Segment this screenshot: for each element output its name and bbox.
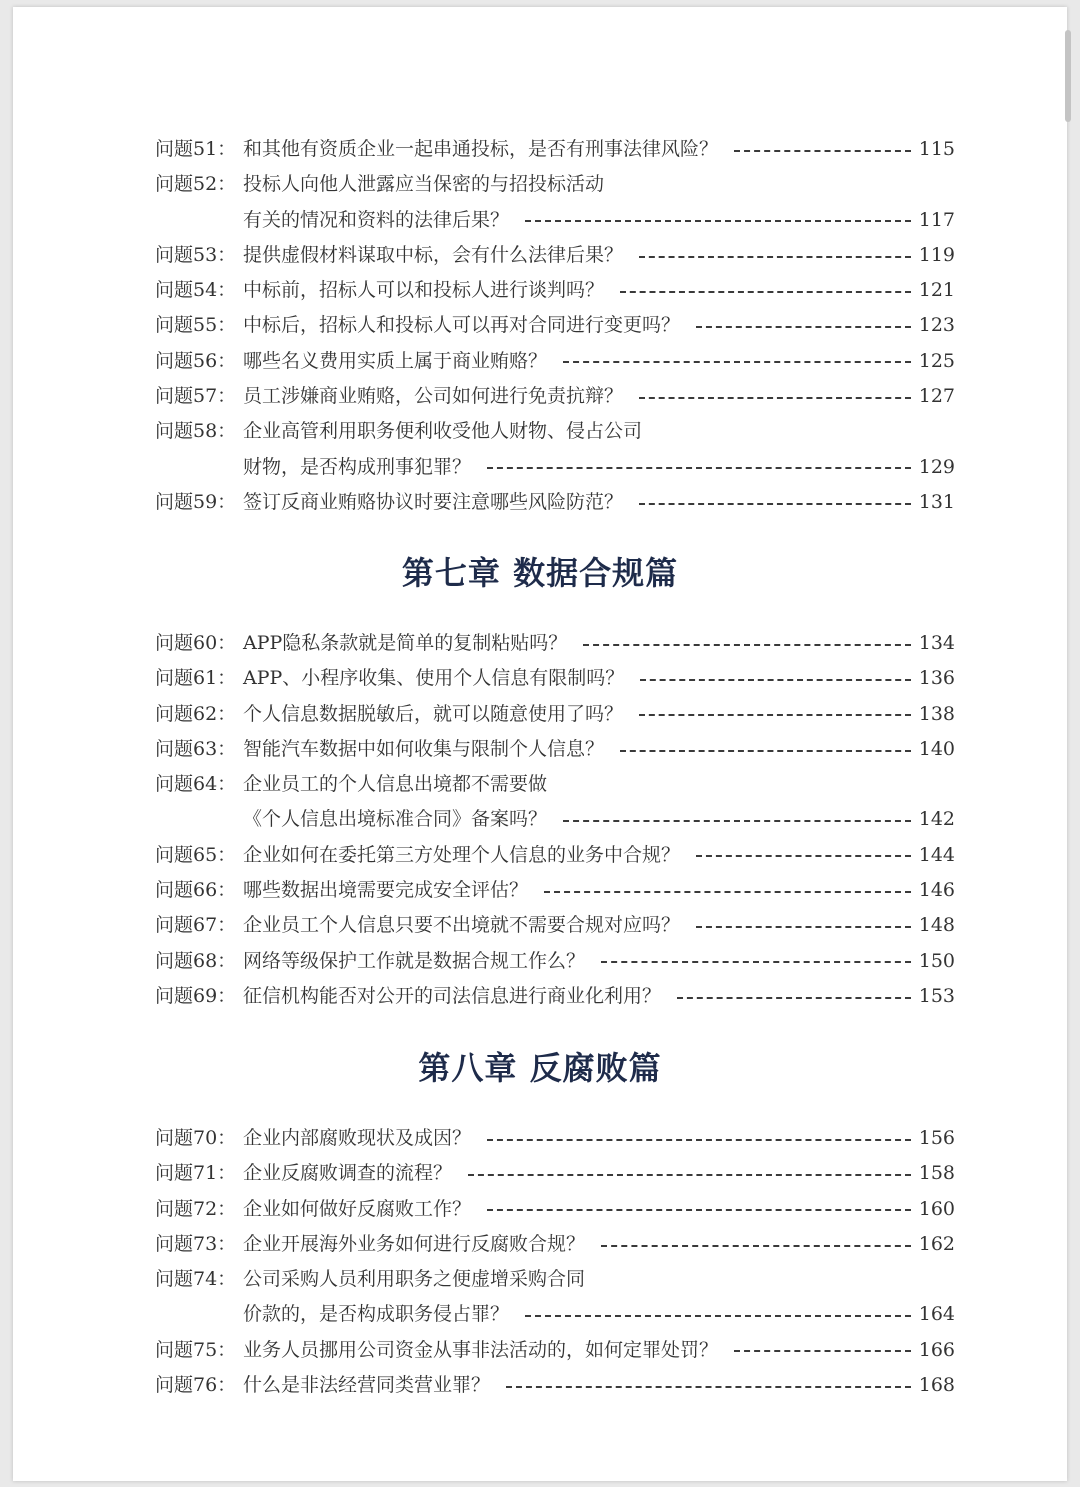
page-number: 129 — [918, 455, 955, 478]
toc-line — [155, 308, 955, 343]
question-number: 问题69： — [155, 984, 237, 1007]
question-number: 问题63： — [155, 737, 237, 760]
toc-entry[interactable] — [155, 273, 955, 308]
toc-entry[interactable] — [155, 1368, 955, 1403]
toc-entry[interactable] — [155, 873, 955, 908]
question-title: 中标前，招标人可以和投标人进行谈判吗？ — [243, 279, 605, 302]
toc-line — [155, 344, 955, 379]
toc-entry[interactable] — [155, 485, 955, 520]
page-number: 158 — [918, 1162, 955, 1185]
question-title: 企业如何做好反腐败工作？ — [243, 1197, 472, 1220]
toc-line — [155, 873, 955, 908]
dot-leader — [620, 750, 911, 752]
toc-line — [155, 697, 955, 732]
chapter-title-8: 第八章 反腐败篇 — [418, 1049, 662, 1087]
toc-line — [155, 767, 955, 802]
toc-entry[interactable] — [155, 1192, 955, 1227]
dot-leader — [487, 467, 911, 469]
question-number: 问题64： — [155, 773, 237, 796]
page-number: 115 — [918, 138, 955, 160]
toc-entry[interactable] — [155, 908, 955, 943]
toc-line — [155, 908, 955, 943]
question-title: 提供虚假材料谋取中标，会有什么法律后果？ — [243, 243, 624, 266]
question-number: 问题60： — [155, 632, 237, 654]
toc-entry[interactable] — [155, 944, 955, 979]
dot-leader — [601, 1245, 911, 1247]
toc-line — [155, 732, 955, 767]
dot-leader — [639, 397, 911, 399]
toc-line — [155, 450, 955, 485]
question-title: 企业员工的个人信息出境都不需要做 — [243, 773, 548, 796]
page-number: 166 — [918, 1338, 955, 1361]
page-number: 164 — [918, 1303, 955, 1326]
dot-leader — [468, 1174, 911, 1176]
question-title: 公司采购人员利用职务之便虚增采购合同 — [243, 1268, 586, 1291]
dot-leader — [506, 1386, 911, 1388]
dot-leader — [696, 326, 911, 328]
scrollbar-thumb[interactable] — [1065, 30, 1071, 122]
toc-line — [155, 132, 955, 167]
toc-line — [155, 979, 955, 1014]
toc-entry[interactable] — [155, 697, 955, 732]
toc-line — [155, 379, 955, 414]
dot-leader — [734, 150, 911, 152]
dot-leader — [677, 997, 911, 999]
toc-line — [155, 485, 955, 520]
question-number: 问题65： — [155, 843, 237, 866]
dot-leader — [525, 220, 911, 222]
toc-entry[interactable] — [155, 732, 955, 767]
page-number: 121 — [918, 279, 955, 302]
chapter-title-7: 第七章 数据合规篇 — [401, 554, 679, 592]
question-title: APP、小程序收集、使用个人信息有限制吗？ — [243, 667, 625, 690]
question-number: 问题72： — [155, 1197, 237, 1220]
question-number: 问题75： — [155, 1338, 237, 1361]
question-title: 哪些数据出境需要完成安全评估？ — [243, 879, 529, 902]
toc-line — [155, 802, 955, 837]
dot-leader — [563, 361, 911, 363]
question-title: 企业员工个人信息只要不出境就不需要合规对应吗？ — [243, 914, 681, 937]
question-title: 企业高管利用职务便利收受他人财物、侵占公司 — [243, 420, 643, 443]
question-number: 问题55： — [155, 314, 237, 337]
page-number: 160 — [918, 1197, 955, 1220]
question-number: 问题54： — [155, 279, 237, 302]
page-number: 168 — [918, 1374, 955, 1397]
dot-leader — [563, 820, 911, 822]
question-number: 问题53： — [155, 243, 237, 266]
question-number: 问题66： — [155, 879, 237, 902]
question-title: 签订反商业贿赂协议时要注意哪些风险防范？ — [243, 490, 624, 513]
dot-leader — [487, 1209, 911, 1211]
toc-entry[interactable] — [155, 308, 955, 343]
question-title: 《个人信息出境标准合同》备案吗？ — [243, 808, 548, 831]
page-number: 138 — [918, 702, 955, 725]
page-number: 127 — [918, 385, 955, 408]
question-title: 和其他有资质企业一起串通投标，是否有刑事法律风险？ — [243, 138, 719, 160]
toc-line — [155, 661, 955, 696]
toc-line — [155, 203, 955, 238]
question-number: 问题71： — [155, 1162, 237, 1185]
toc-entry[interactable] — [155, 767, 955, 838]
question-title: 个人信息数据脱敏后，就可以随意使用了吗？ — [243, 702, 624, 725]
toc-line — [155, 944, 955, 979]
question-number: 问题56： — [155, 349, 237, 372]
question-number: 问题51： — [155, 138, 237, 160]
dot-leader — [640, 679, 910, 681]
toc-line — [155, 1368, 955, 1403]
question-title: 员工涉嫌商业贿赂，公司如何进行免责抗辩？ — [243, 385, 624, 408]
question-title: 价款的，是否构成职务侵占罪？ — [243, 1303, 510, 1326]
question-title: 有关的情况和资料的法律后果？ — [243, 208, 510, 231]
question-title: APP隐私条款就是简单的复制粘贴吗？ — [243, 632, 568, 654]
toc-entry[interactable] — [155, 979, 955, 1014]
page-number: 150 — [918, 949, 955, 972]
toc-entry[interactable] — [155, 344, 955, 379]
page-number: 148 — [918, 914, 955, 937]
toc-entry[interactable] — [155, 838, 955, 873]
page-number: 153 — [918, 984, 955, 1007]
question-number: 问题59： — [155, 490, 237, 513]
question-title: 征信机构能否对公开的司法信息进行商业化利用？ — [243, 984, 662, 1007]
dot-leader — [639, 714, 911, 716]
toc-line — [155, 1121, 955, 1156]
question-title: 什么是非法经营同类营业罪？ — [243, 1374, 491, 1397]
toc-entry[interactable] — [155, 414, 955, 485]
question-number: 问题52： — [155, 173, 237, 196]
question-title: 网络等级保护工作就是数据合规工作么？ — [243, 949, 586, 972]
question-number: 问题76： — [155, 1374, 237, 1397]
toc-entry[interactable] — [155, 132, 955, 167]
toc-entry[interactable] — [155, 1333, 955, 1368]
dot-leader — [544, 891, 911, 893]
page-number: 146 — [918, 879, 955, 902]
toc-entry[interactable] — [155, 661, 955, 696]
toc-line — [155, 1192, 955, 1227]
toc-line — [155, 1262, 955, 1297]
toc-section-2 — [155, 626, 955, 1014]
page-number: 123 — [918, 314, 955, 337]
page-number: 134 — [918, 632, 955, 654]
toc-entry[interactable] — [155, 238, 955, 273]
question-number: 问题57： — [155, 385, 237, 408]
toc-line — [155, 1156, 955, 1191]
dot-leader — [583, 644, 910, 646]
question-title: 企业反腐败调查的流程？ — [243, 1162, 453, 1185]
dot-leader — [639, 503, 911, 505]
dot-leader — [487, 1139, 911, 1141]
page-number: 125 — [918, 349, 955, 372]
page-number: 119 — [918, 243, 955, 266]
page-number: 117 — [918, 208, 955, 231]
page-number: 162 — [918, 1232, 955, 1255]
question-title: 企业内部腐败现状及成因？ — [243, 1127, 472, 1149]
toc-entry[interactable] — [155, 167, 955, 238]
question-title: 哪些名义费用实质上属于商业贿赂？ — [243, 349, 548, 372]
question-number: 问题62： — [155, 702, 237, 725]
toc-line — [155, 1227, 955, 1262]
toc-entry[interactable] — [155, 1227, 955, 1262]
question-title: 企业开展海外业务如何进行反腐败合规？ — [243, 1232, 586, 1255]
toc-section-3 — [155, 1121, 955, 1403]
toc-line — [155, 1297, 955, 1332]
page-number: 140 — [918, 737, 955, 760]
question-title: 投标人向他人泄露应当保密的与招投标活动 — [243, 173, 605, 196]
page-number: 142 — [918, 808, 955, 831]
question-number: 问题74： — [155, 1268, 237, 1291]
question-number: 问题73： — [155, 1232, 237, 1255]
question-number: 问题58： — [155, 420, 237, 443]
question-number: 问题70： — [155, 1127, 237, 1149]
question-title: 业务人员挪用公司资金从事非法活动的，如何定罪处罚？ — [243, 1338, 719, 1361]
toc-line — [155, 1333, 955, 1368]
question-number: 问题68： — [155, 949, 237, 972]
dot-leader — [734, 1350, 911, 1352]
dot-leader — [696, 926, 911, 928]
dot-leader — [601, 961, 911, 963]
question-title: 财物，是否构成刑事犯罪？ — [243, 455, 472, 478]
question-number: 问题67： — [155, 914, 237, 937]
toc-line — [155, 414, 955, 449]
toc-section-1 — [155, 132, 955, 520]
toc-line — [155, 238, 955, 273]
toc-line — [155, 167, 955, 202]
toc-line — [155, 626, 955, 661]
toc-entry[interactable] — [155, 379, 955, 414]
toc-entry[interactable] — [155, 1156, 955, 1191]
page-number: 156 — [918, 1127, 955, 1149]
toc-entry[interactable] — [155, 1121, 955, 1156]
question-title: 企业如何在委托第三方处理个人信息的业务中合规？ — [243, 843, 681, 866]
toc-entry[interactable] — [155, 626, 955, 661]
toc-entry[interactable] — [155, 1262, 955, 1333]
dot-leader — [525, 1315, 911, 1317]
page-number: 136 — [918, 667, 955, 690]
dot-leader — [620, 291, 911, 293]
question-title: 中标后，招标人和投标人可以再对合同进行变更吗？ — [243, 314, 681, 337]
question-title: 智能汽车数据中如何收集与限制个人信息？ — [243, 737, 605, 760]
dot-leader — [696, 855, 911, 857]
page-number: 131 — [918, 490, 955, 513]
page-number: 144 — [918, 843, 955, 866]
toc-line — [155, 838, 955, 873]
question-number: 问题61： — [155, 667, 237, 690]
dot-leader — [639, 256, 911, 258]
toc-line — [155, 273, 955, 308]
